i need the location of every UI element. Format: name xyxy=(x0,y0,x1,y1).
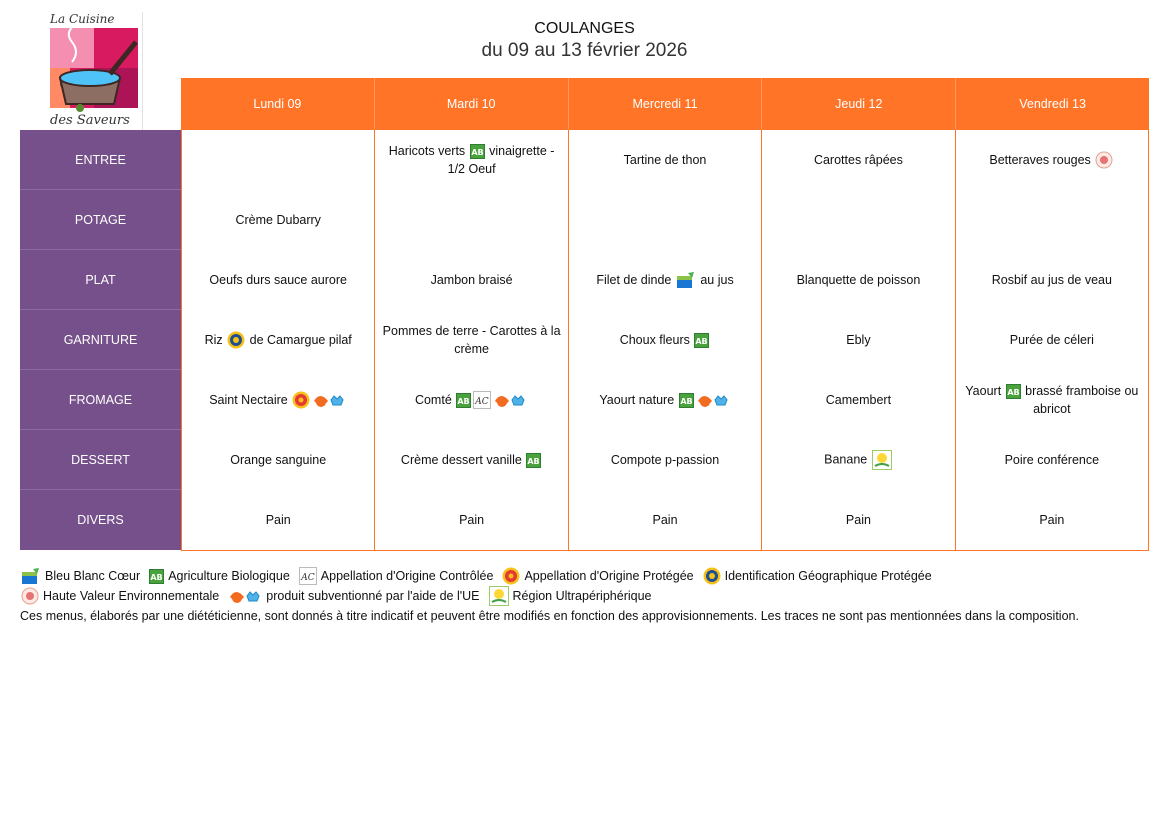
rup-icon xyxy=(872,450,892,470)
dish-text: Choux fleurs xyxy=(619,333,694,347)
day-column xyxy=(181,130,374,550)
dish-text: Pommes de terre - Carottes à la crème xyxy=(382,324,561,356)
course-label: GARNITURE xyxy=(20,310,181,370)
menu-item xyxy=(653,511,678,529)
legend-label: Agriculture Biologique xyxy=(168,569,290,583)
menu-grid xyxy=(181,130,1149,551)
dish-text: Pain xyxy=(652,513,678,527)
igp-icon xyxy=(703,567,721,585)
eu-aid-icon xyxy=(493,391,527,409)
day-header: Mercredi 11 xyxy=(569,78,763,130)
menu-cell xyxy=(569,310,761,370)
legend-label: Identification Géographique Protégée xyxy=(724,569,932,583)
dish-text: Pain xyxy=(845,513,871,527)
menu-item xyxy=(381,322,561,358)
menu-item xyxy=(209,391,347,410)
hve-icon xyxy=(1095,151,1113,169)
day-header: Lundi 09 xyxy=(181,78,375,130)
menu-item xyxy=(431,271,513,289)
menu-cell xyxy=(375,130,567,190)
menu-cell xyxy=(762,190,954,250)
dish-text: Compote p-passion xyxy=(610,453,720,467)
logo-text-bottom: des Saveurs xyxy=(50,113,130,128)
logo-text-top: La Cuisine xyxy=(50,12,115,26)
menu-cell xyxy=(956,370,1148,430)
course-label: DESSERT xyxy=(20,430,181,490)
course-label: FROMAGE xyxy=(20,370,181,430)
dish-text: brassé framboise ou abricot xyxy=(1021,384,1139,416)
menu-item xyxy=(1039,511,1064,529)
dish-text: Riz xyxy=(204,332,227,347)
menu-item xyxy=(624,151,707,169)
dish-text: au jus xyxy=(696,272,734,287)
legend-item xyxy=(227,586,479,606)
menu-item xyxy=(415,391,528,410)
day-header: Vendredi 13 xyxy=(1019,97,1086,111)
menu-item xyxy=(992,271,1112,289)
legend-item xyxy=(488,586,652,606)
legend-label: Appellation d'Origine Protégée xyxy=(524,569,694,583)
dish-text: Crème Dubarry xyxy=(235,213,321,227)
dish-text: Tartine de thon xyxy=(623,153,707,167)
legend-label: Haute Valeur Environnementale xyxy=(43,589,220,603)
menu-cell xyxy=(569,250,761,310)
dish-text: Betteraves rouges xyxy=(989,152,1095,167)
legend-item xyxy=(702,566,932,586)
dish-text: Purée de céleri xyxy=(1009,333,1094,347)
legend-label: Appellation d'Origine Contrôlée xyxy=(320,569,494,583)
legend-row-1 xyxy=(20,566,1150,586)
menu-item xyxy=(235,211,320,229)
menu-item xyxy=(1005,451,1100,469)
agriculture-bio-icon xyxy=(470,144,485,159)
aop-icon xyxy=(502,567,520,585)
menu-item xyxy=(266,511,291,529)
agriculture-bio-icon xyxy=(694,333,709,348)
eu-aid-icon xyxy=(696,391,730,409)
rup-icon xyxy=(489,586,509,606)
dish-text: Blanquette de poisson xyxy=(796,273,921,287)
dish-text: de Camargue pilaf xyxy=(246,332,352,347)
agriculture-bio-icon xyxy=(456,393,471,408)
menu-item xyxy=(962,382,1142,418)
menu-cell xyxy=(956,190,1148,250)
menu-cell xyxy=(762,130,954,190)
day-column xyxy=(374,130,567,550)
menu-cell xyxy=(956,250,1148,310)
menu-item xyxy=(459,511,484,529)
menu-cell xyxy=(762,250,954,310)
svg-text:AB: AB xyxy=(695,337,708,347)
hve-icon xyxy=(21,587,39,605)
agriculture-bio-icon xyxy=(149,569,164,584)
dish-text: Yaourt xyxy=(965,384,1005,398)
svg-text:AC: AC xyxy=(475,397,489,408)
menu-cell xyxy=(569,130,761,190)
menu-cell xyxy=(956,310,1148,370)
course-label: PLAT xyxy=(20,250,181,310)
menu-item xyxy=(824,450,893,470)
eu-aid-icon xyxy=(228,587,262,605)
legend-row-2 xyxy=(20,586,1150,606)
legend-item xyxy=(20,586,219,606)
menu-cell xyxy=(569,190,761,250)
menu-cell xyxy=(956,130,1148,190)
dish-text: Haricots verts xyxy=(388,144,469,158)
legend-item xyxy=(148,566,290,586)
menu-cell xyxy=(375,430,567,490)
menu-cell xyxy=(762,310,954,370)
menu-item xyxy=(846,511,871,529)
svg-text:AB: AB xyxy=(471,148,484,158)
dish-text: Rosbif au jus de veau xyxy=(991,273,1112,287)
day-header-bar xyxy=(181,78,1149,130)
dish-text: Pain xyxy=(459,513,485,527)
menu-cell xyxy=(569,370,761,430)
legend-item xyxy=(20,566,140,586)
menu-item xyxy=(381,142,561,178)
menu-item xyxy=(846,331,870,349)
menu-period: du 09 au 13 février 2026 xyxy=(481,40,688,61)
course-labels xyxy=(20,130,181,550)
bleu-blanc-coeur-icon xyxy=(21,567,41,585)
legend-item xyxy=(501,566,693,586)
dish-text: Filet de dinde xyxy=(596,272,675,287)
svg-text:AB: AB xyxy=(1006,388,1020,398)
menu-item xyxy=(596,271,733,290)
legend-note: Ces menus, élaborés par une diététicienne, sont donnés à titre indicatif et peuvent être modifiés en fonction des approvisionnements. Les traces ne sont pas mentionnées dans la composition. xyxy=(20,609,1079,623)
menu-cell xyxy=(375,490,567,550)
menu-cell xyxy=(956,430,1148,490)
dish-text: Saint Nectaire xyxy=(209,392,292,407)
menu-cell xyxy=(762,430,954,490)
course-label: POTAGE xyxy=(20,190,181,250)
day-column xyxy=(955,130,1149,550)
menu-cell xyxy=(375,310,567,370)
aoc-icon xyxy=(473,391,491,409)
dish-text: Yaourt nature xyxy=(599,392,678,407)
menu-cell xyxy=(762,490,954,550)
day-column xyxy=(568,130,761,550)
legend-label: Bleu Blanc Cœur xyxy=(45,569,141,583)
legend-item xyxy=(298,566,494,586)
dish-text: Crème dessert vanille xyxy=(400,453,526,467)
dish-text: Comté xyxy=(414,392,456,407)
menu-cell xyxy=(182,190,374,250)
dish-text: Pain xyxy=(265,513,291,527)
site-name: COULANGES xyxy=(534,20,635,37)
menu-cell xyxy=(182,250,374,310)
svg-text:AC: AC xyxy=(301,573,315,583)
aop-icon xyxy=(292,391,310,409)
svg-text:AB: AB xyxy=(150,572,163,582)
menu-item xyxy=(989,151,1114,170)
eu-aid-icon xyxy=(312,391,346,409)
svg-text:AB: AB xyxy=(457,396,470,406)
menu-cell xyxy=(182,130,374,190)
dish-text: Pain xyxy=(1039,513,1065,527)
menu-cell xyxy=(182,370,374,430)
dish-text: Ebly xyxy=(846,333,871,347)
bleu-blanc-coeur-icon xyxy=(676,271,696,289)
igp-icon xyxy=(227,331,245,349)
menu-item xyxy=(620,331,711,349)
menu-item xyxy=(230,451,326,469)
course-label: ENTREE xyxy=(20,130,181,190)
legend-label: Région Ultrapériphérique xyxy=(512,589,652,603)
dish-text: Banane xyxy=(824,452,871,467)
menu-item xyxy=(814,151,903,169)
svg-text:AB: AB xyxy=(680,396,693,406)
day-column xyxy=(761,130,954,550)
menu-cell xyxy=(762,370,954,430)
course-label: DIVERS xyxy=(77,513,124,527)
dish-text: Poire conférence xyxy=(1004,453,1100,467)
agriculture-bio-icon xyxy=(1006,384,1021,399)
aoc-icon xyxy=(299,567,317,585)
menu-item xyxy=(599,391,730,410)
dish-text: vinaigrette - 1/2 Oeuf xyxy=(447,144,555,176)
menu-cell xyxy=(182,490,374,550)
dish-text: Carottes râpées xyxy=(813,153,903,167)
menu-cell xyxy=(956,490,1148,550)
day-header: Jeudi 12 xyxy=(762,78,956,130)
legend-label: produit subventionné par l'aide de l'UE xyxy=(266,589,480,603)
menu-cell xyxy=(182,430,374,490)
dish-text: Oeufs durs sauce aurore xyxy=(209,273,347,287)
menu-cell xyxy=(569,490,761,550)
dish-text: Camembert xyxy=(825,393,892,407)
menu-item xyxy=(205,331,352,350)
menu-item xyxy=(826,391,891,409)
menu-cell xyxy=(182,310,374,370)
legend xyxy=(20,566,1150,626)
menu-cell xyxy=(569,430,761,490)
menu-item xyxy=(797,271,921,289)
menu-cell xyxy=(375,190,567,250)
menu-item xyxy=(209,271,347,289)
menu-cell xyxy=(375,370,567,430)
menu-cell xyxy=(375,250,567,310)
menu-item xyxy=(611,451,719,469)
dish-text: Jambon braisé xyxy=(430,273,513,287)
menu-item xyxy=(1010,331,1094,349)
menu-item xyxy=(401,451,542,469)
day-header: Mardi 10 xyxy=(375,78,569,130)
agriculture-bio-icon xyxy=(679,393,694,408)
dish-text: Orange sanguine xyxy=(230,453,327,467)
agriculture-bio-icon xyxy=(526,453,541,468)
svg-text:AB: AB xyxy=(527,457,540,467)
